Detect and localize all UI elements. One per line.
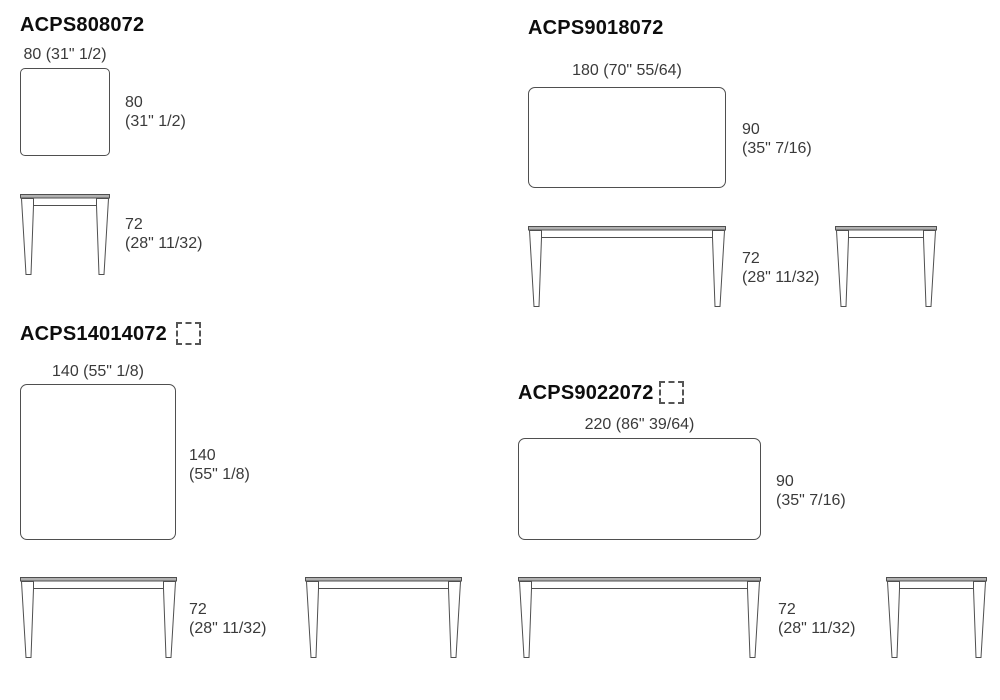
elevation-side-view	[305, 577, 462, 659]
plan-width-label: 80 (31" 1/2)	[23, 46, 107, 63]
plan-depth-label: 90 (35" 7/16)	[776, 473, 846, 509]
plan-top-view	[20, 384, 176, 540]
product-code: ACPS9018072	[528, 17, 664, 39]
elevation-front-view	[20, 194, 110, 276]
table-height-label: 72 (28" 11/32)	[189, 601, 267, 637]
plan-top-view	[528, 87, 726, 188]
plan-width-label: 220 (86" 39/64)	[584, 416, 695, 433]
table-height-label: 72 (28" 11/32)	[778, 601, 856, 637]
table-height-label: 72 (28" 11/32)	[125, 216, 203, 252]
elevation-side-view	[886, 577, 987, 659]
plan-width-label: 180 (70" 55/64)	[572, 62, 682, 79]
plan-top-view	[20, 68, 110, 156]
product-code: ACPS808072	[20, 14, 145, 36]
elevation-front-view	[528, 226, 726, 308]
plan-depth-label: 140 (55" 1/8)	[189, 447, 250, 483]
product-acps14014072	[20, 320, 490, 665]
plan-depth-label: 90 (35" 7/16)	[742, 121, 812, 157]
product-code: ACPS14014072	[20, 323, 167, 345]
plan-depth-label: 80 (31" 1/2)	[125, 94, 186, 130]
plan-width-label: 140 (55" 1/8)	[52, 363, 144, 380]
finish-swatch-placeholder-icon	[176, 322, 201, 345]
table-height-label: 72 (28" 11/32)	[742, 250, 820, 286]
product-acps9018072	[528, 17, 988, 312]
product-acps808072	[20, 14, 300, 284]
product-code: ACPS9022072	[518, 382, 654, 404]
elevation-front-view	[518, 577, 761, 659]
product-acps9022072	[518, 381, 998, 666]
finish-swatch-placeholder-icon	[659, 381, 684, 404]
elevation-side-view	[835, 226, 937, 308]
elevation-front-view	[20, 577, 177, 659]
plan-top-view	[518, 438, 761, 540]
